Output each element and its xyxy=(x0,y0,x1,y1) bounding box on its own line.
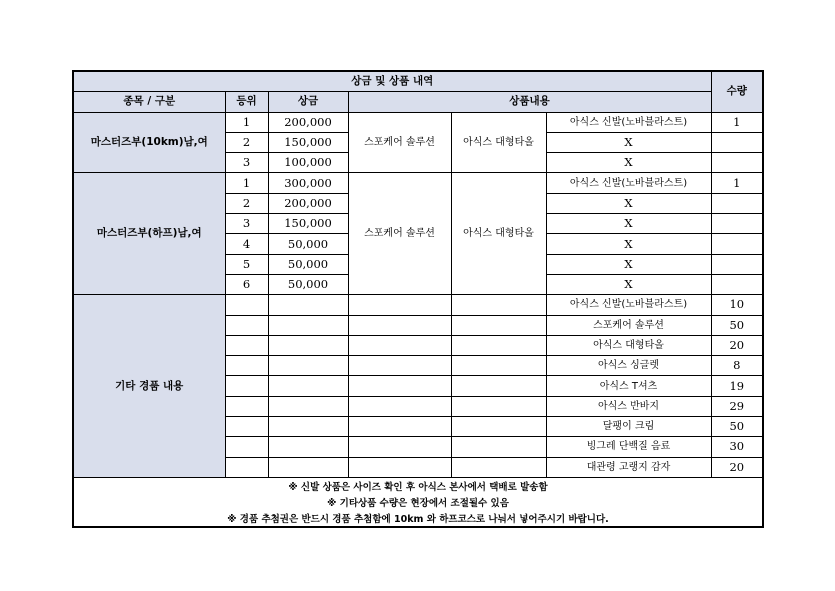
header-row-2 xyxy=(73,92,763,112)
item-cell: X xyxy=(546,254,711,274)
qty-cell: 19 xyxy=(711,376,763,396)
item-cell: X xyxy=(546,234,711,254)
item-cell: 스포케어 솔루션 xyxy=(546,315,711,335)
qty-cell xyxy=(711,193,763,213)
qty-cell xyxy=(711,132,763,152)
item-cell: X xyxy=(546,132,711,152)
item-cell: 아식스 반바지 xyxy=(546,396,711,416)
qty-cell xyxy=(711,274,763,294)
notes-cell xyxy=(73,477,763,527)
qty-cell: 10 xyxy=(711,295,763,315)
category-label: 기타 경품 내용 xyxy=(73,295,225,478)
qty-cell: 1 xyxy=(711,112,763,132)
prize-cell: 150,000 xyxy=(268,214,348,234)
qty-header: 수량 xyxy=(711,71,763,112)
category-label: 마스터즈부(10km)남,여 xyxy=(73,112,225,173)
prize-cell: 300,000 xyxy=(268,173,348,193)
prize-cell: 200,000 xyxy=(268,193,348,213)
prize-table xyxy=(72,70,764,528)
note-line: ※ 경품 추첨권은 반드시 경품 추첨함에 10km 와 하프코스로 나눠서 넣어주시기 바랍니다. xyxy=(227,513,609,525)
header-row-1 xyxy=(73,71,763,92)
item-cell: 아식스 신발(노바블라스트) xyxy=(546,173,711,193)
qty-cell: 29 xyxy=(711,396,763,416)
item-cell: 아식스 T셔츠 xyxy=(546,376,711,396)
category-label: 마스터즈부(하프)남,여 xyxy=(73,173,225,295)
goods-b-cell: 아식스 대형타올 xyxy=(451,173,546,295)
item-cell: 아식스 싱글렛 xyxy=(546,356,711,376)
qty-cell xyxy=(711,214,763,234)
table-title: 상금 및 상품 내역 xyxy=(73,71,711,92)
note-line: ※ 기타상품 수량은 현장에서 조절될수 있음 xyxy=(327,497,509,509)
rank-cell: 1 xyxy=(225,112,268,132)
qty-cell: 20 xyxy=(711,335,763,355)
qty-cell xyxy=(711,234,763,254)
rank-cell: 6 xyxy=(225,274,268,294)
item-cell: 아식스 대형타올 xyxy=(546,335,711,355)
goods-a-cell: 스포케어 솔루션 xyxy=(348,112,451,173)
prize-cell: 50,000 xyxy=(268,274,348,294)
qty-cell xyxy=(711,153,763,173)
prize-cell: 50,000 xyxy=(268,234,348,254)
table-row xyxy=(73,295,763,315)
notes-row xyxy=(73,477,763,527)
rank-cell: 2 xyxy=(225,193,268,213)
prize-cell: 200,000 xyxy=(268,112,348,132)
prize-header: 상금 xyxy=(268,92,348,112)
item-cell: 아식스 신발(노바블라스트) xyxy=(546,112,711,132)
prize-cell: 150,000 xyxy=(268,132,348,152)
qty-cell: 30 xyxy=(711,437,763,457)
prize-cell: 50,000 xyxy=(268,254,348,274)
qty-cell xyxy=(711,254,763,274)
item-cell: X xyxy=(546,153,711,173)
qty-cell: 50 xyxy=(711,315,763,335)
item-cell: 빙그레 단백질 음료 xyxy=(546,437,711,457)
prize-cell: 100,000 xyxy=(268,153,348,173)
qty-cell: 20 xyxy=(711,457,763,477)
item-cell: 아식스 신발(노바블라스트) xyxy=(546,295,711,315)
rank-cell: 3 xyxy=(225,153,268,173)
rank-header: 등위 xyxy=(225,92,268,112)
qty-cell: 1 xyxy=(711,173,763,193)
rank-cell: 4 xyxy=(225,234,268,254)
item-cell: 대관령 고랭지 감자 xyxy=(546,457,711,477)
goods-header: 상품내용 xyxy=(348,92,711,112)
rank-cell: 2 xyxy=(225,132,268,152)
table-row xyxy=(73,112,763,132)
rank-cell: 5 xyxy=(225,254,268,274)
goods-a-cell: 스포케어 솔루션 xyxy=(348,173,451,295)
event-header: 종목 / 구분 xyxy=(73,92,225,112)
qty-cell: 8 xyxy=(711,356,763,376)
rank-cell: 1 xyxy=(225,173,268,193)
item-cell: 달팽이 크림 xyxy=(546,417,711,437)
goods-b-cell: 아식스 대형타올 xyxy=(451,112,546,173)
rank-cell: 3 xyxy=(225,214,268,234)
item-cell: X xyxy=(546,214,711,234)
qty-cell: 50 xyxy=(711,417,763,437)
note-line: ※ 신발 상품은 사이즈 확인 후 아식스 본사에서 택배로 발송함 xyxy=(288,481,548,493)
item-cell: X xyxy=(546,193,711,213)
table-row xyxy=(73,173,763,193)
item-cell: X xyxy=(546,274,711,294)
